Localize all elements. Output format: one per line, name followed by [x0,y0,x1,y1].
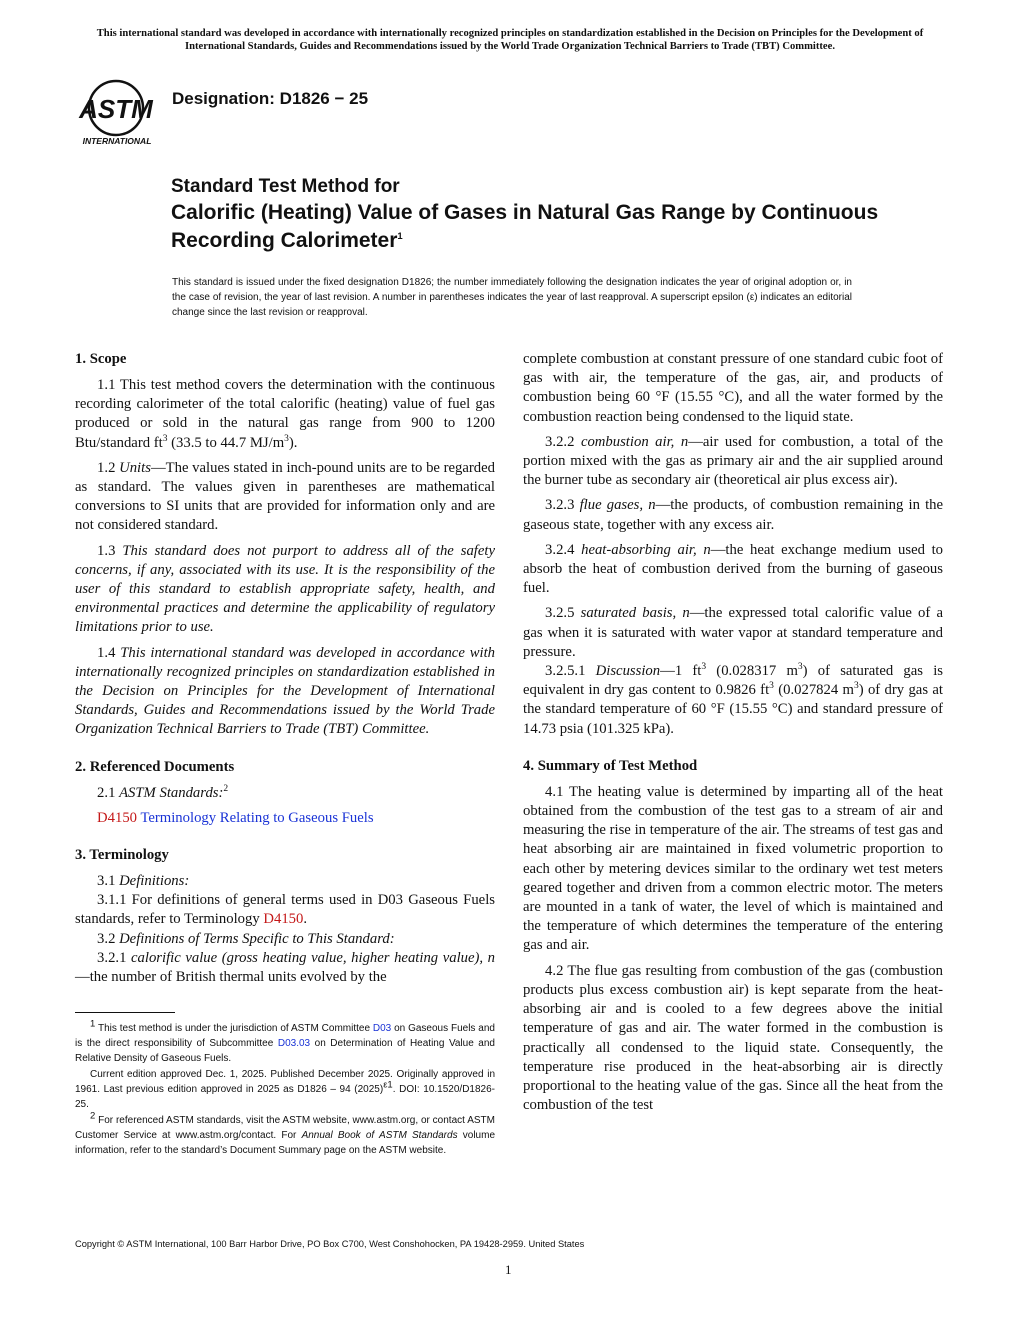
logo-subtext: INTERNATIONAL [82,136,152,146]
para-1-1: 1.1 This test method covers the determination with the continuous recording calorimeter of the total calorific (heating) value of fuel gas produced or sold in the natural gas range from 900 to 1200 Btu/standard $ft^3$ (33.5 to 44.7 $MJ/m^3$). [75,377,495,451]
para-3-2-3: 3.2.3 flue gases, n—the products, of combustion remaining in the gaseous state, together with any excess air. [523,497,944,533]
ref-title-link[interactable]: Terminology Relating to Gaseous Fuels [137,809,374,826]
para-4-1: 4.1 The heating value is determined by imparting all of the heat obtained from the combustion of the test gas to a stream of air and measuring the rise in temperature of the air. The streams of test gas and heat absorbing air are maintained in fixed volumetric proportion to each other by metering devices similar to the ordinary wet test meters geared together and driven from a common electric motor. The meters are mounted in a tank of water, the level of which is maintained and the temperature of which determines the temperature of the entering gas and air. [523,783,943,954]
logo-text: ASTM [79,94,153,124]
para-3-2-5: 3.2.5 saturated basis, n—the expressed total calorific value of a gas when it is saturated with water vapor at standard temperature and pressure. [523,605,944,660]
title-line-2 [171,199,891,255]
left-column [75,350,495,993]
standardization-notice: This international standard was developed in accordance with internationally recognized principles on standardization established in the Decision on Principles for the Development of International Standards, Guides and Recommendations issued by the World Trade Organization Technical Barriers to Trade (TBT) Committee. [96,28,924,52]
para-3-2: 3.2 Definitions of Terms Specific to This Standard: [97,930,395,947]
footnote-1-edition: Current edition approved Dec. 1, 2025. Published December 2025. Originally approved in 1961. Last previous edition approved in 2025 as D1826 – 94 $(2025)^{\varepsilon 1}$. DOI: 10.1520/D1826-25. [75,1069,495,1110]
para-3-1: 3.1 Definitions: [97,873,190,890]
astm-logo [76,78,162,148]
para-1-3: 1.3 This standard does not purport to address all of the safety concerns, if any, associated with its use. It is the responsibility of the user of this standard to establish appropriate safety, health, and environmental practices and determine the applicability of regulatory limitations prior to use. [75,542,495,636]
para-3-1-1: 3.1.1 For definitions of general terms used in D03 Gaseous Fuels standards, refer to Terminology D4150. [75,892,495,928]
copyright: Copyright © ASTM International, 100 Barr Harbor Drive, PO Box C700, West Conshohocken, PA 19428-2959. United States [75,1239,585,1249]
designation: Designation: D1826 − 25 [172,89,369,108]
para-4-2: 4.2 The flue gas resulting from combustion of the gas (combustion products plus excess combustion air) is kept separate from the heat-absorbing air and is cooled to a few degrees above the initial temperature of gas and air. The water formed in the combustion is practically all condensed to the liquid state. Consequently, the temperature rise produced in the heat-absorbing air is directly proportional to the heating value of the gas. Since all the heat from the combustion of the test [523,962,943,1114]
para-3-2-1: 3.2.1 calorific value (gross heating value, higher heating value), n—the number of British thermal units evolved by the [75,949,495,986]
para-1-4: 1.4 This international standard was developed in accordance with internationally recognized principles on standardization established in the Decision on Principles for the Development of International Standards, Guides and Recommendations issued by the World Trade Organization Technical Barriers to Trade (TBT) Committee. [75,644,496,738]
para-2-1: 2.1 ASTM Standards:$^2$ [97,783,229,801]
ref-d4150[interactable] [75,809,495,828]
para-3-2-4: 3.2.4 heat-absorbing air, n—the heat exchange medium used to absorb the heat of combustion derived from the burning of gaseous fuel. [523,541,944,597]
footnotes [75,1018,496,1159]
para-3-2-2: 3.2.2 combustion air, n—air used for combustion, a total of the portion mixed with the gas as primary air and the air supplied around the burner tube as secondary air (theoretical air plus excess air). [523,433,943,489]
title-main: Calorific (Heating) Value of Gases in Natural Gas Range by Continuous Recording Calorimeter [171,201,879,252]
title-line-1: Standard Test Method for [171,176,400,197]
d03-03-link[interactable]: D03.03 [277,1038,311,1049]
footnote-1: $^1$ This test method is under the jurisdiction of ASTM Committee D03 on Gaseous Fuels and is the direct responsibility of Subcommittee D03.03 on Determination of Heating Value and Relative Density of Gaseous Fuels. [75,1018,495,1064]
footnote-2: $^2$ For referenced ASTM standards, visit the ASTM website, www.astm.org, or contact ASTM Customer Service at www.astm.org/contact. For Annual Book of ASTM Standards volume information, refer to the standard’s Document Summary page on the ASTM website. [75,1110,496,1156]
section-3-heading: 3. Terminology [75,847,169,864]
right-column [523,350,943,1121]
section-2-heading: 2. Referenced Documents [75,758,235,775]
document-title [171,175,891,255]
page-number: 1 [505,1262,512,1277]
section-1-heading: 1. Scope [75,351,127,367]
ref-code-link[interactable]: D4150 [97,809,138,826]
d4150-link[interactable]: D4150 [263,911,304,928]
d03-link[interactable]: D03 [372,1023,392,1034]
issue-note: This standard is issued under the fixed designation D1826; the number immediately following the designation indicates the year of original adoption or, in the case of revision, the year of last revision. A number in parentheses indicates the year of last reapproval. A superscript epsilon (ε) indicates an editorial change since the last revision or reapproval. [172,277,852,318]
para-3-2-5-1: 3.2.5.1 Discussion—1 $ft^3$ (0.028317 $m^3$) of saturated gas is equivalent in dry gas content to 0.9826 $ft^3$ (0.027824 $m^3$) of dry gas at the standard temperature of 60 °F (15.55 °C) and standard pressure of 14.73 psia (101.325 kPa). [523,662,943,737]
title-footnote-mark: 1 [397,231,403,242]
footnote-divider [75,1012,175,1013]
para-3-2-1-cont: complete combustion at constant pressure of one standard cubic foot of gas with air, the temperature of the gas, air, and products of combustion being 60 °F (15.55 °C), and all the water formed by the combustion reaction being condensed to the liquid state. [523,351,943,425]
section-4-heading: 4. Summary of Test Method [523,757,698,774]
para-1-2: 1.2 Units—The values stated in inch-pound units are to be regarded as standard. The values given in parentheses are mathematical conversions to SI units that are provided for information only and are not considered standard. [75,459,495,534]
